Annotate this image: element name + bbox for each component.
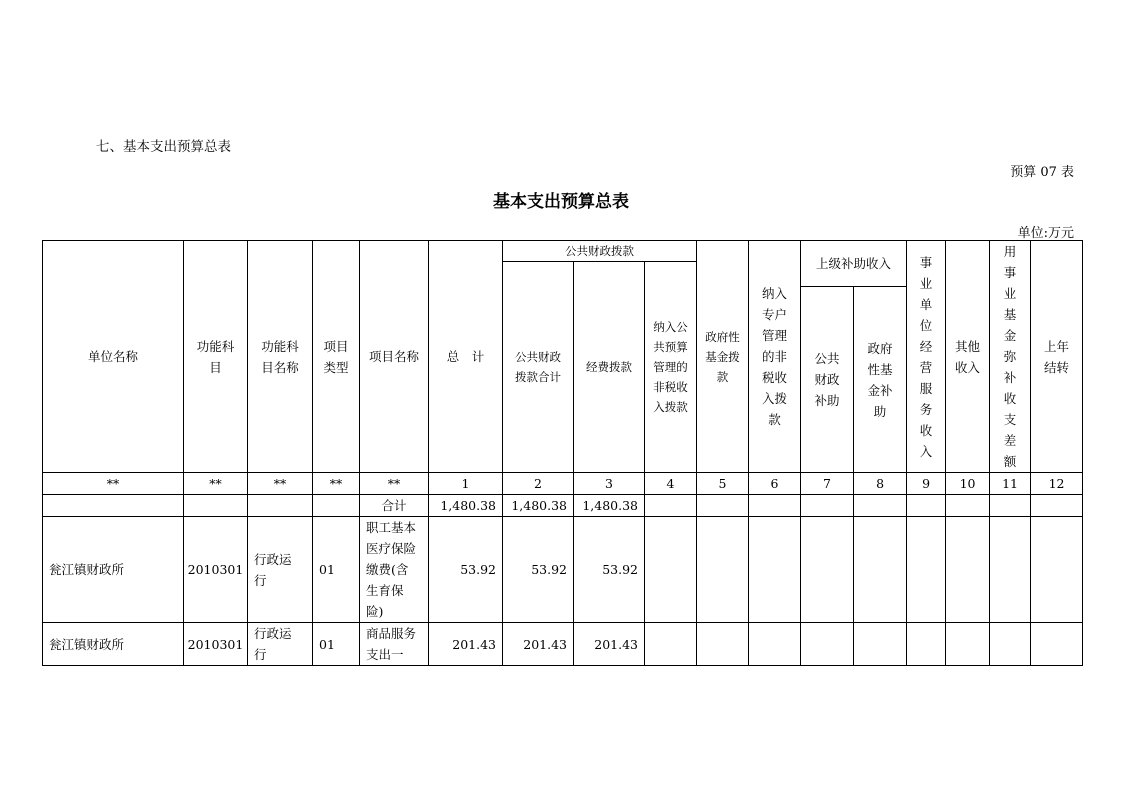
index-cell: 3 <box>574 473 645 495</box>
header-public-subtotal: 公共财政 拨款合计 <box>503 262 574 473</box>
project-type-cell: 01 <box>313 623 360 666</box>
header-unit-name: 单位名称 <box>43 241 184 473</box>
index-row <box>43 473 1083 495</box>
total-public-subtotal: 1,480.38 <box>503 495 574 517</box>
total-row <box>43 495 1083 517</box>
header-project-name: 项目名称 <box>360 241 429 473</box>
unit-name-cell: 瓮江镇财政所 <box>43 517 184 623</box>
header-func-name: 功能科 目名称 <box>248 241 313 473</box>
header-public-finance-subsidy: 公共 财政 补助 <box>801 287 854 473</box>
form-code: 预算 07 表 <box>1010 165 1074 180</box>
index-cell: ** <box>184 473 248 495</box>
public-subtotal-cell: 201.43 <box>503 623 574 666</box>
project-name-cell: 商品服务 支出一 <box>360 623 429 666</box>
header-gov-fund: 政府性 基金拨 款 <box>697 241 749 473</box>
func-code-cell: 2010301 <box>184 517 248 623</box>
header-public-finance: 公共财政拨款 <box>503 241 697 262</box>
index-cell: 5 <box>697 473 749 495</box>
header-row-1 <box>43 241 1083 262</box>
header-superior-subsidy: 上级补助收入 <box>801 241 907 287</box>
operating-cell: 53.92 <box>574 517 645 623</box>
header-operating: 经费拨款 <box>574 262 645 473</box>
total-operating: 1,480.38 <box>574 495 645 517</box>
index-cell: 7 <box>801 473 854 495</box>
func-name-cell: 行政运 行 <box>248 623 313 666</box>
header-other-income: 其他 收入 <box>946 241 990 473</box>
header-project-type: 项目 类型 <box>313 241 360 473</box>
project-type-cell: 01 <box>313 517 360 623</box>
public-subtotal-cell: 53.92 <box>503 517 574 623</box>
func-name-cell: 行政运 行 <box>248 517 313 623</box>
header-special-account: 纳入 专户 管理 的非 税收 入拨 款 <box>749 241 801 473</box>
header-total: 总 计 <box>429 241 503 473</box>
unit-name-cell: 瓮江镇财政所 <box>43 623 184 666</box>
index-cell: 9 <box>907 473 946 495</box>
header-func-code: 功能科 目 <box>184 241 248 473</box>
project-name-cell: 职工基本 医疗保险 缴费(含 生育保 险) <box>360 517 429 623</box>
index-cell: ** <box>248 473 313 495</box>
header-nontax-budget: 纳入公 共预算 管理的 非税收 入拨款 <box>645 262 697 473</box>
index-cell: ** <box>43 473 184 495</box>
section-title: 七、基本支出预算总表 <box>96 139 231 155</box>
total-amount: 1,480.38 <box>429 495 503 517</box>
index-cell: ** <box>313 473 360 495</box>
total-cell: 53.92 <box>429 517 503 623</box>
unit-label: 单位:万元 <box>1017 226 1074 241</box>
index-cell: 6 <box>749 473 801 495</box>
header-fund-balance: 用 事 业 基 金 弥 补 收 支 差 额 <box>990 241 1031 473</box>
table-row <box>43 623 1083 666</box>
index-cell: 4 <box>645 473 697 495</box>
index-cell: 2 <box>503 473 574 495</box>
table-row <box>43 517 1083 623</box>
total-cell: 201.43 <box>429 623 503 666</box>
total-label: 合计 <box>360 495 429 517</box>
budget-table <box>42 240 1083 666</box>
header-business-income: 事 业 单 位 经 营 服 务 收 入 <box>907 241 946 473</box>
index-cell: 10 <box>946 473 990 495</box>
index-cell: 8 <box>854 473 907 495</box>
index-cell: 12 <box>1031 473 1083 495</box>
header-gov-fund-subsidy: 政府 性基 金补 助 <box>854 287 907 473</box>
operating-cell: 201.43 <box>574 623 645 666</box>
index-cell: ** <box>360 473 429 495</box>
index-cell: 1 <box>429 473 503 495</box>
main-title: 基本支出预算总表 <box>493 192 629 212</box>
header-carryover: 上年 结转 <box>1031 241 1083 473</box>
func-code-cell: 2010301 <box>184 623 248 666</box>
index-cell: 11 <box>990 473 1031 495</box>
